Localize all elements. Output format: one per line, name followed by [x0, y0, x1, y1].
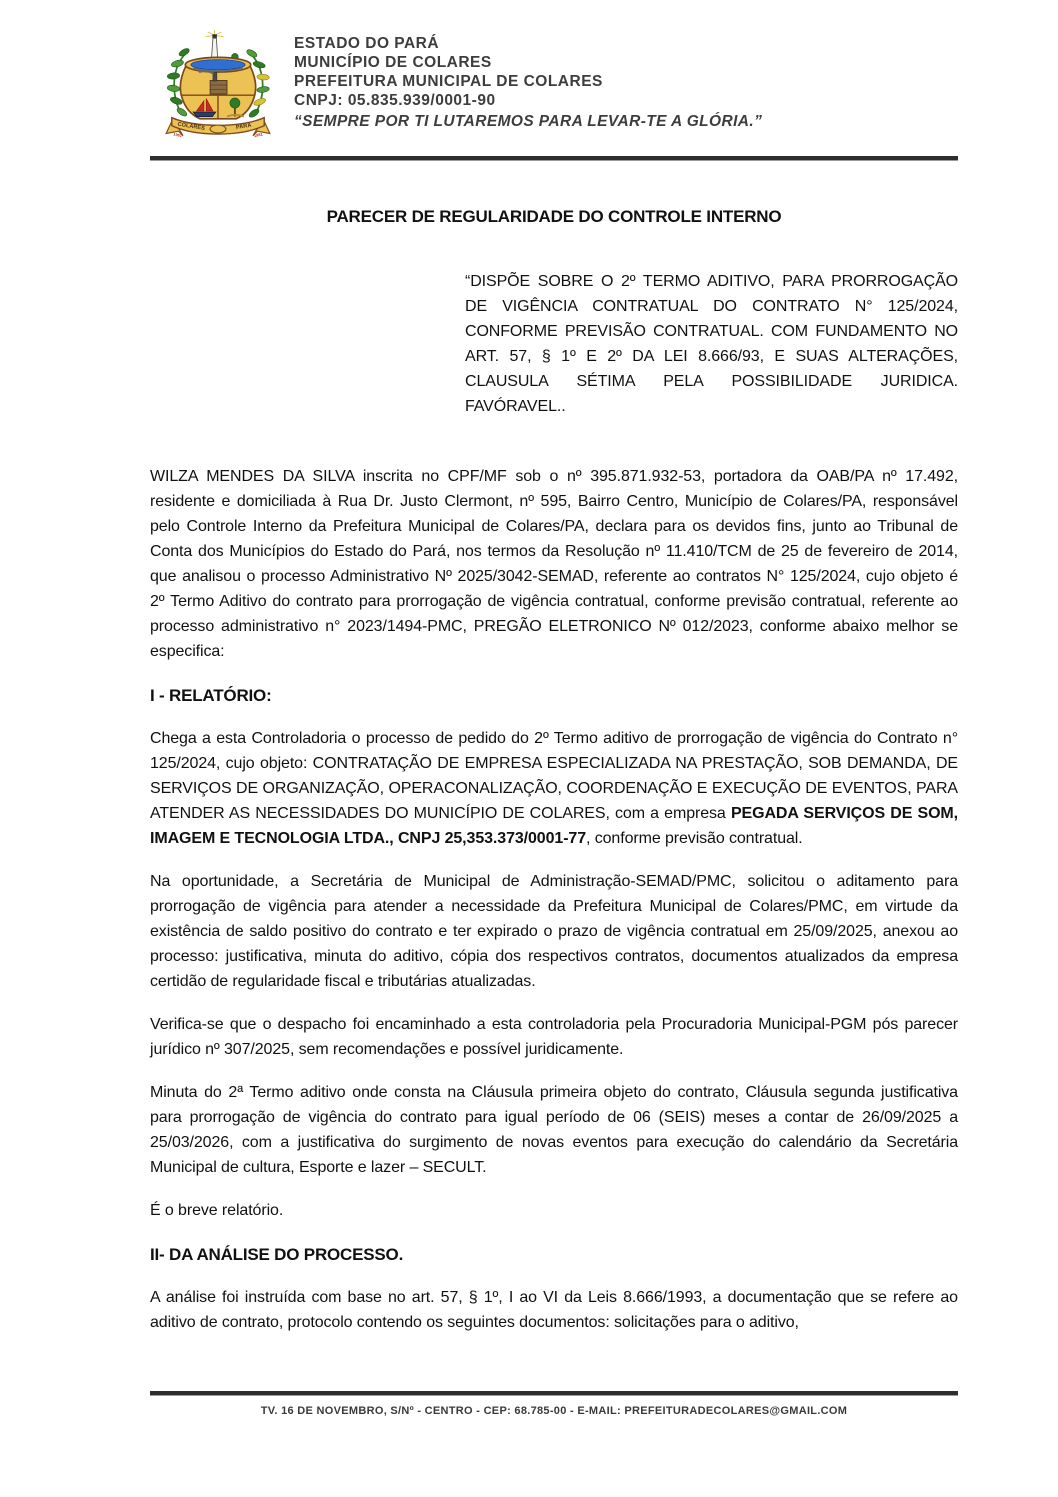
section-1-paragraph-4: Minuta do 2ª Termo aditivo onde consta na Cláusula primeira objeto do contrato, Cláusula segunda justificativa para prorrogação de vigência do contrato para igual período de 06 (SEIS) meses a contar de 26/09/2025 a 25/03/2026, com a justificativa do surgimento de novas eventos para execução do calendário da Secretária Municipal de cultura, Esporte e lazer – SECULT. [150, 1084, 958, 1176]
header-divider [150, 156, 958, 161]
footer-divider [150, 1391, 958, 1396]
section-2-paragraph-1: A análise foi instruída com base no art. 57, § 1º, I ao VI da Leis 8.666/1993, a documentação que se refere ao aditivo de contrato, protocolo contendo os seguintes documentos: solicitações para o aditivo, [150, 1289, 958, 1331]
page-footer [150, 1391, 958, 1417]
epigraph-quote: “DISPÕE SOBRE O 2º TERMO ADITIVO, PARA PRORROGAÇÃO DE VIGÊNCIA CONTRATUAL DO CONTRATO N° 125/2024, CONFORME PREVISÃO CONTRATUAL. COM FUNDAMENTO NO ART. 57, § 1º E 2º DA LEI 8.666/93, E SUAS ALTERAÇÕES, CLAUSULA SÉTIMA PELA POSSIBILIDADE JURIDICA. FAVÓRAVEL.. [465, 273, 958, 415]
ribbon-text-left: COLARES [177, 121, 206, 132]
document-body [150, 207, 958, 1335]
section-1-paragraph-2: Na oportunidade, a Secretária de Municipal de Administração-SEMAD/PMC, solicitou o aditamento para prorrogação de vigência para atender a necessidade da Prefeitura Municipal de Colares/PMC, em virtude da existência de saldo positivo do contrato e ter expirado o prazo de vigência contratual em 25/09/2025, anexou ao processo: justificativa, minuta do aditivo, cópia dos respectivos contratos, documentos atualizados da empresa certidão de regularidade fiscal e tributárias atualizadas. [150, 873, 958, 990]
org-municipality: MUNICÍPIO DE COLARES [294, 54, 492, 71]
ribbon-text-right: PARÁ [235, 122, 252, 132]
section-1-heading: I - RELATÓRIO: [150, 686, 272, 705]
letterhead [150, 0, 958, 148]
intro-paragraph: WILZA MENDES DA SILVA inscrita no CPF/MF sob o nº 395.871.932-53, portadora da OAB/PA nº 17.492, residente e domiciliada à Rua Dr. Justo Clermont, nº 595, Bairro Centro, Município de Colares/PA, responsável pelo Controle Interno da Prefeitura Municipal de Colares/PA, declara para os devidos fins, junto ao Tribunal de Conta dos Municípios do Estado do Pará, nos termos da Resolução nº 11.410/TCM de 25 de fevereiro de 2014, que analisou o processo Administrativo Nº 2025/3042-SEMAD, referente ao contratos N° 125/2024, cujo objeto é 2º Termo Aditivo do contrato para prorrogação de vigência contratual, conforme previsão contratual, referente ao processo administrativo n° 2023/1494-PMC, PREGÃO ELETRONICO Nº 012/2023, conforme abaixo melhor se especifica: [150, 468, 958, 660]
footer-address: TV. 16 DE NOVEMBRO, S/Nº - CENTRO - CEP: 68.785-00 - E-MAIL: PREFEITURADECOLARES@GMAIL.COM [260, 1405, 848, 1417]
document-title: PARECER DE REGULARIDADE DO CONTROLE INTERNO [326, 207, 782, 226]
section-2-heading: II- DA ANÁLISE DO PROCESSO. [150, 1245, 404, 1264]
org-entity: PREFEITURA MUNICIPAL DE COLARES [294, 73, 603, 90]
section-1-closing: É o breve relatório. [150, 1202, 284, 1219]
section-1-paragraph-3: Verifica-se que o despacho foi encaminhado a esta controladoria pela Procuradoria Municipal-PGM pós parecer jurídico nº 307/2025, sem recomendações e possível juridicamente. [150, 1016, 958, 1058]
pot-shield-icon [180, 57, 255, 118]
org-motto: “SEMPRE POR TI LUTAREMOS PARA LEVAR-TE A GLÓRIA.” [294, 113, 763, 130]
ribbon-date-left: 1961 [172, 131, 183, 139]
section-1-paragraph-1: Chega a esta Controladoria o processo de pedido do 2º Termo aditivo de prorrogação de vigência do Contrato n° 125/2024, cujo objeto: CONTRATAÇÃO DE EMPRESA ESPECIALIZADA NA PRESTAÇÃO, SOB DEMANDA, DE SERVIÇOS DE ORGANIZAÇÃO, OPERACONALIZAÇÃO, COORDENAÇÃO E EXECUÇÃO DE EVENTOS, PARA ATENDER AS NECESSIDADES DO MUNICÍPIO DE COLARES, com a empresa PEGADA SERVIÇOS DE SOM, IMAGEM E TECNOLOGIA LTDA., CNPJ 25,353.373/0001-77, conforme previsão contratual. [150, 730, 958, 847]
ribbon-date-right: 1981 [253, 131, 264, 139]
org-state: ESTADO DO PARÁ [294, 35, 440, 52]
colares-coat-of-arms-icon [156, 26, 280, 144]
ribbon-banner-icon [166, 118, 270, 139]
org-cnpj: CNPJ: 05.835.939/0001-90 [294, 92, 496, 109]
letterhead-text-block [294, 26, 762, 132]
